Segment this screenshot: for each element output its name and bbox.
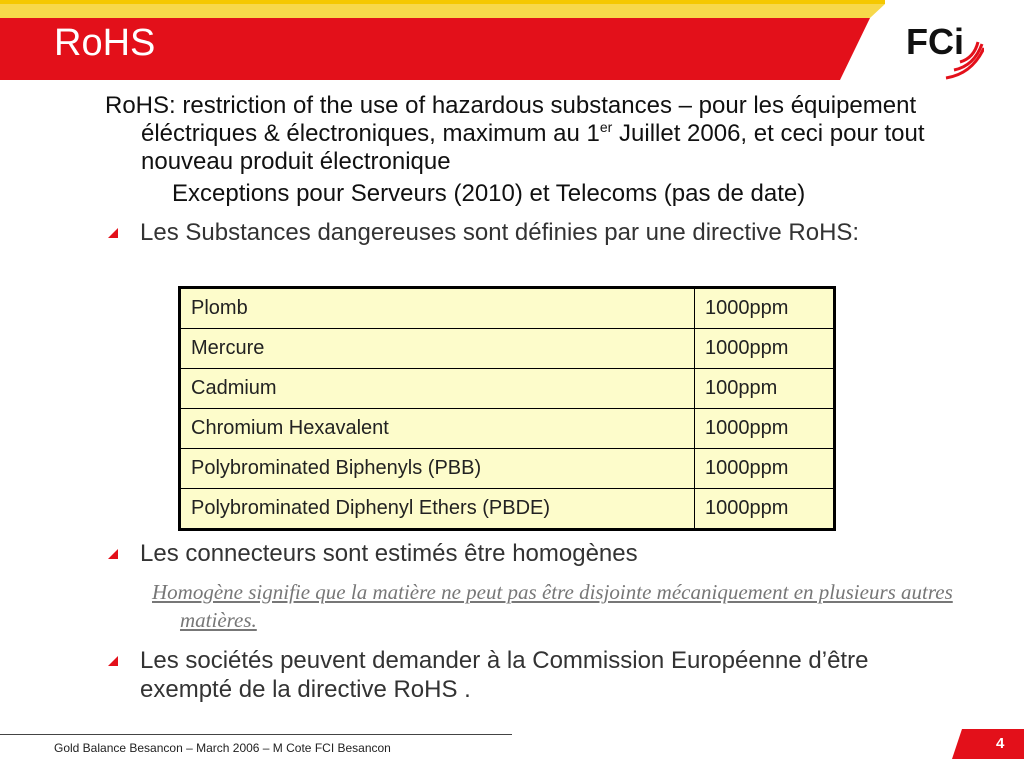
bullet-icon bbox=[108, 549, 118, 559]
slide-title: RoHS bbox=[54, 22, 156, 64]
substance-cell: Mercure bbox=[180, 329, 695, 369]
limit-cell: 100ppm bbox=[695, 369, 835, 409]
substance-cell: Polybrominated Diphenyl Ethers (PBDE) bbox=[180, 489, 695, 530]
table-row bbox=[180, 369, 835, 409]
intro-text-rest: Juillet 2006, et ceci pour tout nouveau produit électronique bbox=[141, 120, 925, 175]
svg-text:FCi: FCi bbox=[906, 21, 964, 62]
bullet-icon bbox=[108, 228, 118, 238]
intro-text: RoHS: restriction of the use of hazardous substances – pour les équipement éléctriques & électroniques, maximum au 1 bbox=[105, 92, 917, 147]
footer-divider bbox=[0, 734, 512, 735]
bullet-icon bbox=[108, 656, 118, 666]
page-number-tab bbox=[952, 729, 1024, 759]
substance-cell: Cadmium bbox=[180, 369, 695, 409]
substances-table bbox=[178, 286, 836, 531]
fci-logo bbox=[904, 14, 984, 84]
intro-paragraph bbox=[105, 92, 1001, 176]
footer-text: Gold Balance Besancon – March 2006 – M Cote FCI Besancon bbox=[54, 741, 391, 755]
substance-cell: Plomb bbox=[180, 288, 695, 329]
table-row bbox=[180, 489, 835, 530]
intro-superscript: er bbox=[599, 119, 613, 135]
table-row bbox=[180, 329, 835, 369]
limit-cell: 1000ppm bbox=[695, 329, 835, 369]
page-number: 4 bbox=[996, 735, 1005, 752]
homogene-note bbox=[152, 578, 1000, 634]
limit-cell: 1000ppm bbox=[695, 489, 835, 530]
table-row bbox=[180, 288, 835, 329]
limit-cell: 1000ppm bbox=[695, 288, 835, 329]
limit-cell: 1000ppm bbox=[695, 449, 835, 489]
substance-cell: Chromium Hexavalent bbox=[180, 409, 695, 449]
table-row bbox=[180, 409, 835, 449]
table-row bbox=[180, 449, 835, 489]
bullet-text: Les Substances dangereuses sont définies par une directive RoHS: bbox=[140, 219, 860, 246]
limit-cell: 1000ppm bbox=[695, 409, 835, 449]
bullet-text: Les sociétés peuvent demander à la Commission Européenne d’être exempté de la directive RoHS . bbox=[140, 647, 869, 703]
substance-cell: Polybrominated Biphenyls (PBB) bbox=[180, 449, 695, 489]
note-text: Homogène signifie que la matière ne peut pas être disjointe mécaniquement en plusieurs autres matières. bbox=[152, 580, 953, 632]
exception-text: Exceptions pour Serveurs (2010) et Telecoms (pas de date) bbox=[172, 180, 806, 207]
bullet-text: Les connecteurs sont estimés être homogènes bbox=[140, 540, 638, 567]
